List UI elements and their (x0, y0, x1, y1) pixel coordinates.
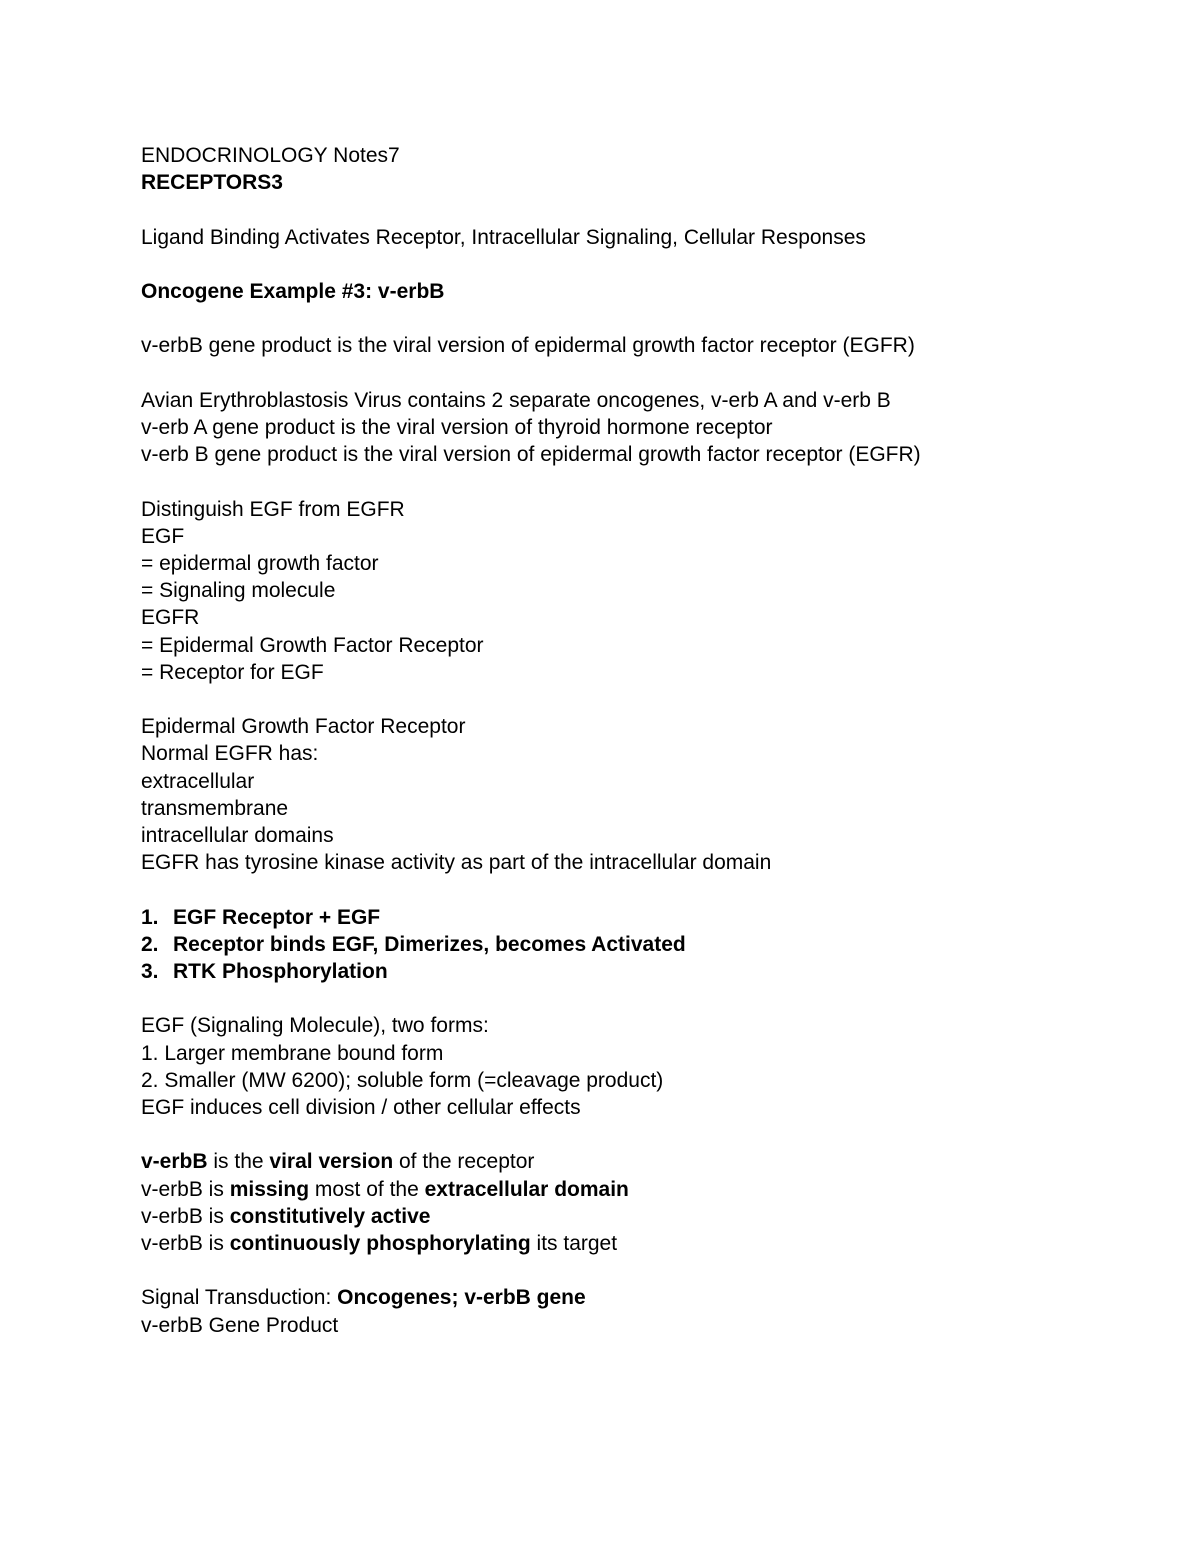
verbB-property (141, 1230, 1141, 1257)
verbB-property (141, 1203, 1141, 1230)
egfr-line: Epidermal Growth Factor Receptor (141, 715, 466, 739)
bold-term: v-erbB (141, 1150, 208, 1174)
spacer (141, 251, 1141, 278)
document-page (141, 142, 1141, 1339)
egfr-line: transmembrane (141, 796, 289, 820)
step-text: RTK Phosphorylation (173, 959, 388, 983)
egfr-line: EGFR has tyrosine kinase activity as part of the intracellular domain (141, 851, 772, 875)
bold-term: viral version (269, 1150, 394, 1174)
bold-term: continuously phosphorylating (229, 1231, 531, 1255)
topic-title: RECEPTORS3 (141, 171, 283, 195)
step-text: EGF Receptor + EGF (173, 905, 381, 929)
verbB-definition: v-erbB gene product is the viral version of epidermal growth factor receptor (EGFR) (141, 334, 915, 358)
step-number: 2. (141, 932, 159, 956)
plain-text: most of the (309, 1177, 425, 1201)
spacer (141, 468, 1141, 495)
plain-text: is the (207, 1150, 270, 1174)
spacer (141, 876, 1141, 903)
verbB-property (141, 1148, 1141, 1175)
egf-forms-line: EGF (Signaling Molecule), two forms: (141, 1014, 489, 1038)
spacer (141, 686, 1141, 713)
plain-text: of the receptor (393, 1150, 535, 1174)
gene-product-line: v-erbB Gene Product (141, 1313, 339, 1337)
egfr-line: Normal EGFR has: (141, 742, 319, 766)
spacer (141, 1257, 1141, 1284)
distinguish-line: = Receptor for EGF (141, 660, 324, 684)
step-item (141, 958, 1141, 985)
verbB-property (141, 1176, 1141, 1203)
egfr-line: intracellular domains (141, 823, 334, 847)
signal-transduction-line (141, 1284, 1141, 1311)
step-number: 3. (141, 959, 159, 983)
step-text: Receptor binds EGF, Dimerizes, becomes Activated (173, 932, 686, 956)
spacer (141, 196, 1141, 223)
distinguish-line: = Epidermal Growth Factor Receptor (141, 633, 484, 657)
example-heading: Oncogene Example #3: v-erbB (141, 279, 445, 303)
plain-text: v-erbB is (141, 1204, 230, 1228)
plain-text: v-erbB is (141, 1177, 230, 1201)
avian-line: v-erb B gene product is the viral version of epidermal growth factor receptor (EGFR) (141, 443, 921, 467)
plain-text: Signal Transduction: (141, 1286, 338, 1310)
egf-forms-line: 1. Larger membrane bound form (141, 1041, 444, 1065)
step-number: 1. (141, 905, 159, 929)
distinguish-line: EGFR (141, 606, 200, 630)
step-item (141, 904, 1141, 931)
egfr-line: extracellular (141, 769, 255, 793)
bold-term: Oncogenes; v-erbB gene (337, 1286, 586, 1310)
bold-term: extracellular domain (424, 1177, 629, 1201)
bold-term: constitutively active (229, 1204, 431, 1228)
course-title: ENDOCRINOLOGY Notes7 (141, 144, 400, 167)
distinguish-line: = epidermal growth factor (141, 551, 379, 575)
spacer (141, 360, 1141, 387)
plain-text: v-erbB is (141, 1231, 230, 1255)
distinguish-line: EGF (141, 524, 185, 548)
spacer (141, 1121, 1141, 1148)
spacer (141, 985, 1141, 1012)
avian-line: Avian Erythroblastosis Virus contains 2 separate oncogenes, v-erb A and v-erb B (141, 388, 891, 412)
intro-text: Ligand Binding Activates Receptor, Intracellular Signaling, Cellular Responses (141, 225, 866, 249)
spacer (141, 305, 1141, 332)
distinguish-line: = Signaling molecule (141, 579, 336, 603)
egf-forms-line: 2. Smaller (MW 6200); soluble form (=cleavage product) (141, 1068, 664, 1092)
distinguish-line: Distinguish EGF from EGFR (141, 497, 405, 521)
plain-text: its target (530, 1231, 618, 1255)
egf-forms-line: EGF induces cell division / other cellular effects (141, 1095, 581, 1119)
step-item (141, 931, 1141, 958)
avian-line: v-erb A gene product is the viral version of thyroid hormone receptor (141, 415, 773, 439)
bold-term: missing (229, 1177, 310, 1201)
